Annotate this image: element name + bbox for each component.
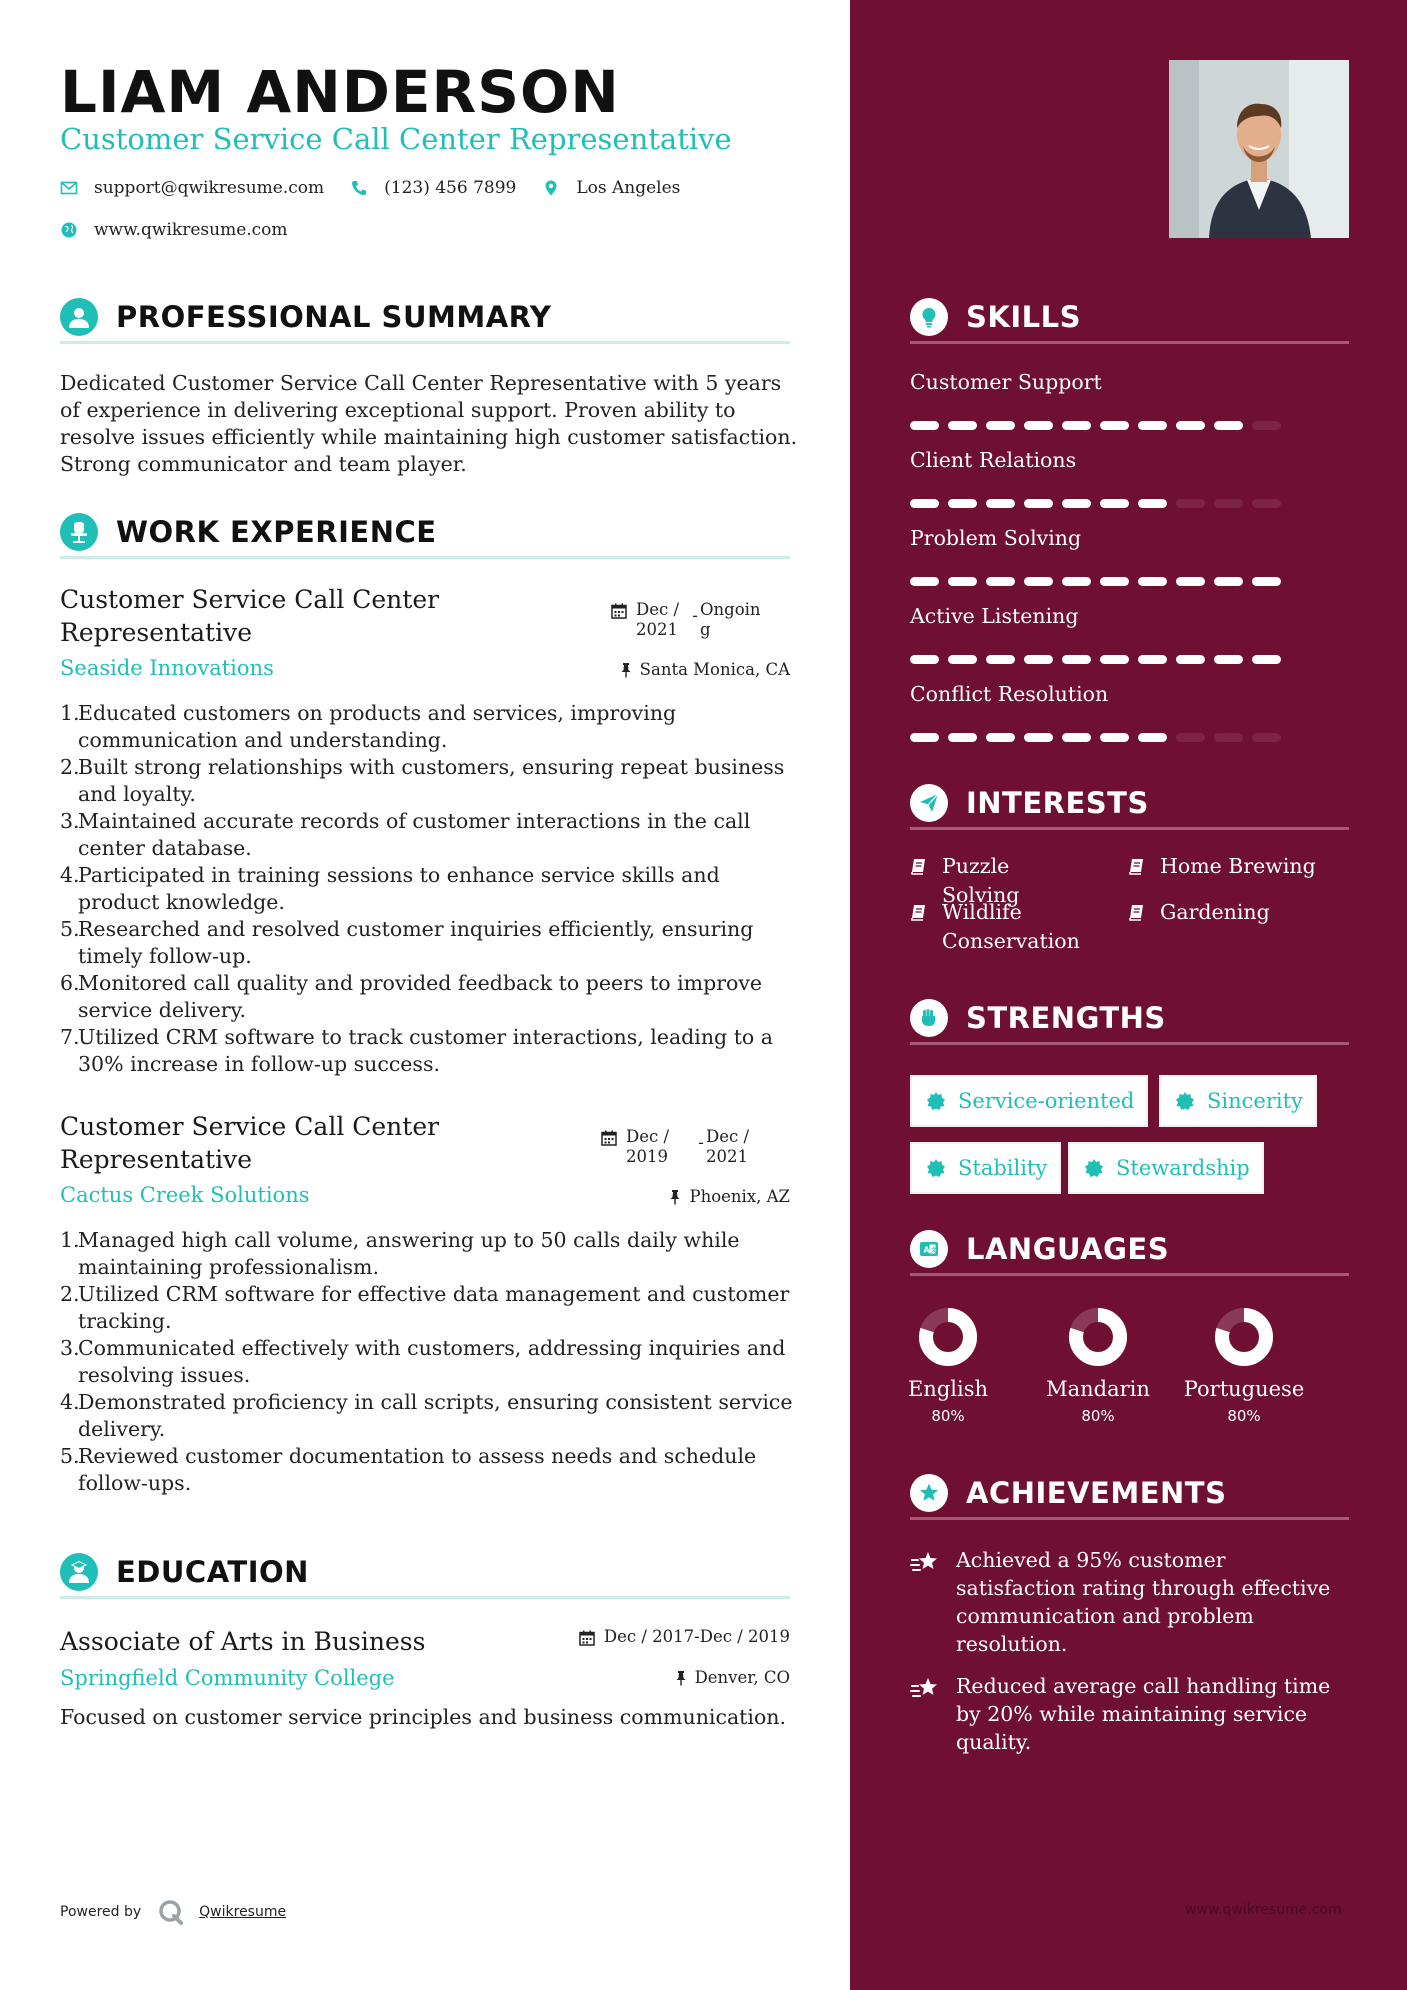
language-name: Portuguese [1183,1377,1305,1401]
skill-level-dash [1252,655,1281,664]
degree-title: Associate of Arts in Business [60,1627,426,1656]
summary-heading [60,298,790,344]
star-icon [910,1474,948,1512]
skill-level-dash [910,733,939,742]
skill-level-dash [1024,499,1053,508]
email-icon [60,179,78,197]
badge-icon [926,1091,946,1111]
skill-level-dash [1100,499,1129,508]
skill-level-dash [1252,577,1281,586]
graduate-icon [60,1553,98,1591]
skill-level-dash [1138,421,1167,430]
job-start-date: Dec / 2021 [636,600,680,639]
skill-level-dash [910,655,939,664]
skill-level-dash [1214,733,1243,742]
skill-level-dash [1138,577,1167,586]
badge-icon [926,1158,946,1178]
powered-by [60,1898,286,1926]
achievement-item: Achieved a 95% customer satisfaction rating through effective communication and problem resolution. [910,1546,1350,1658]
candidate-name: LIAM ANDERSON [60,58,620,126]
achievements-title: ACHIEVEMENTS [966,1475,1227,1510]
pin-icon [675,1670,687,1686]
skill-level-dash [1100,655,1129,664]
skill-level-dash [948,421,977,430]
list-item: 3. Maintained accurate records of customer interactions in the call center database. [60,809,751,860]
language-percent: 80% [931,1407,965,1425]
skill-level-dash [948,577,977,586]
badge-icon [1175,1091,1195,1111]
user-icon [60,298,98,336]
language-donut-hole [937,1326,959,1348]
strength-tag: Stewardship [1068,1142,1264,1194]
interest-item: Wildlife Conservation [910,898,1100,956]
skill-level-dash [1024,655,1053,664]
skill-level-dash [1024,421,1053,430]
list-item: 1. Managed high call volume, answering up to 50 calls daily while maintaining professionalism. [60,1228,740,1279]
footer-site: www.qwikresume.com [1185,1902,1342,1918]
list-item: 7. Utilized CRM software to track customer interactions, leading to a 30% increase in follow-up success. [60,1025,774,1076]
star-award-icon [910,1550,940,1578]
book-icon [1128,857,1146,875]
skill-level-dash [910,577,939,586]
strengths-heading [910,999,1349,1045]
skill-level-bar [910,655,1290,665]
experience-title: WORK EXPERIENCE [116,514,437,549]
experience-heading [60,513,790,559]
qwikresume-logo-icon [157,1898,185,1926]
skill-level-dash [1214,499,1243,508]
skill-name: Conflict Resolution [910,682,1109,706]
skill-level-dash [1138,499,1167,508]
language-name: English [907,1377,989,1401]
fist-icon [910,999,948,1037]
skill-level-dash [1062,655,1091,664]
skill-level-dash [986,499,1015,508]
list-item: 4. Participated in training sessions to enhance service skills and product knowledge. [60,863,720,914]
skill-level-dash [1062,421,1091,430]
company-name: Cactus Creek Solutions [60,1183,310,1207]
skill-level-dash [1100,733,1129,742]
summary-text: Dedicated Customer Service Call Center Representative with 5 years of experience in delivering exceptional support. Proven ability to resolve issues efficiently while maintaining high customer satisfaction. Strong communicator and team player. [60,371,798,476]
skill-level-dash [1024,733,1053,742]
skill-level-dash [910,421,939,430]
skill-level-dash [948,733,977,742]
achievement-item: Reduced average call handling time by 20% while maintaining service quality. [910,1672,1350,1756]
language-donut [916,1305,980,1369]
skill-level-dash [1252,733,1281,742]
education-date-range: Dec / 2017-Dec / 2019 [603,1627,790,1646]
list-item: 5. Reviewed customer documentation to assess needs and schedule follow-ups. [60,1444,757,1495]
skill-level-dash [1062,499,1091,508]
powered-by-label: Powered by [60,1904,142,1920]
language-item [1028,1305,1168,1425]
contact-row [60,178,706,198]
company-name: Seaside Innovations [60,656,274,680]
skills-heading [910,298,1349,344]
language-name: Mandarin [1046,1377,1150,1401]
skill-name: Client Relations [910,448,1077,472]
skill-level-dash [1176,733,1205,742]
education-description: Focused on customer service principles and business communication. [60,1705,787,1729]
skill-level-dash [1214,655,1243,664]
pin-icon [620,662,632,678]
list-item: 1. Educated customers on products and services, improving communication and understanding. [60,701,677,752]
job-dates: Dec / 2021 - Ongoin g [610,600,770,640]
website-link[interactable]: www.qwikresume.com [94,220,288,240]
job-title: Customer Service Call Center Representative [60,585,440,647]
job-bullets [60,700,800,1078]
phone-icon [350,179,368,197]
strength-tag: Stability [910,1142,1061,1194]
skills-title: SKILLS [966,299,1081,334]
job-bullets [60,1227,800,1497]
language-donut-hole [1087,1326,1109,1348]
skill-level-dash [986,577,1015,586]
list-item: 3. Communicated effectively with customers, addressing inquiries and resolving issues. [60,1336,786,1387]
skill-level-dash [948,499,977,508]
sidebar [850,0,1407,1990]
skill-level-bar [910,733,1290,743]
language-percent: 80% [1081,1407,1115,1425]
job-start-date: Dec / 2019 [626,1127,670,1166]
skill-level-dash [1214,421,1243,430]
education-heading [60,1553,790,1599]
brand-link[interactable]: Qwikresume [199,1904,287,1920]
skill-level-dash [1062,577,1091,586]
skill-level-dash [1062,733,1091,742]
language-donut [1066,1305,1130,1369]
job-location [620,660,790,679]
book-icon [910,903,928,921]
language-item [878,1305,1018,1425]
skill-level-dash [1176,421,1205,430]
languages-heading [910,1230,1349,1276]
skill-level-dash [986,733,1015,742]
interest-item: Gardening [1128,898,1348,927]
skill-level-dash [948,655,977,664]
language-percent: 80% [1227,1407,1261,1425]
website-row [60,220,314,240]
interests-heading [910,784,1349,830]
skill-level-dash [1100,421,1129,430]
education-dates [578,1627,790,1647]
education-location [675,1668,790,1687]
list-item: 4. Demonstrated proficiency in call scripts, ensuring consistent service delivery. [60,1390,793,1441]
job-location-text: Santa Monica, CA [639,660,790,679]
globe-icon [60,221,78,239]
skill-level-bar [910,499,1290,509]
svg-text:文: 文 [930,1246,937,1254]
phone-number[interactable]: (123) 456 7899 [384,178,517,198]
skill-name: Customer Support [910,370,1102,394]
skill-level-dash [1138,733,1167,742]
calendar-icon [578,1629,596,1647]
skill-level-dash [1176,577,1205,586]
skill-name: Problem Solving [910,526,1082,550]
skill-level-dash [986,421,1015,430]
interest-item: Puzzle Solving [910,852,1080,910]
language-donut-hole [1233,1326,1255,1348]
skill-name: Active Listening [910,604,1079,628]
job-location [669,1187,790,1206]
skill-level-dash [986,655,1015,664]
book-icon [1128,903,1146,921]
job-end-date: Ongoin g [700,600,761,639]
languages-title: LANGUAGES [966,1231,1170,1266]
translate-icon [910,1230,948,1268]
skill-level-bar [910,421,1290,431]
skill-level-dash [1214,577,1243,586]
skill-level-dash [1100,577,1129,586]
calendar-icon [600,1129,618,1147]
profile-photo [1169,60,1349,238]
skill-level-dash [1138,655,1167,664]
chair-icon [60,513,98,551]
svg-text:A: A [923,1245,930,1254]
interests-title: INTERESTS [966,785,1149,820]
candidate-role: Customer Service Call Center Representative [60,122,732,156]
book-icon [910,857,928,875]
strength-tag: Service-oriented [910,1075,1148,1127]
list-item: 6. Monitored call quality and provided feedback to peers to improve service delivery. [60,971,763,1022]
achievements-heading [910,1474,1349,1520]
skill-level-dash [1252,499,1281,508]
list-item: 5. Researched and resolved customer inquiries efficiently, ensuring timely follow-up. [60,917,754,968]
language-item [1174,1305,1314,1425]
school-name: Springfield Community College [60,1666,395,1690]
strengths-title: STRENGTHS [966,1000,1166,1035]
skill-level-dash [910,499,939,508]
lightbulb-icon [910,298,948,336]
pin-icon [669,1189,681,1205]
interest-item: Home Brewing [1128,852,1348,881]
language-donut [1212,1305,1276,1369]
list-item: 2. Built strong relationships with customers, ensuring repeat business and loyalty. [60,755,785,806]
list-item: 2. Utilized CRM software for effective data management and customer tracking. [60,1282,790,1333]
skill-level-dash [1252,421,1281,430]
job-location-text: Phoenix, AZ [689,1187,790,1206]
job-dates: Dec / 2019 - Dec / 2021 [600,1127,760,1167]
star-award-icon [910,1676,940,1704]
job-title: Customer Service Call Center Representative [60,1112,440,1174]
skill-level-dash [1176,499,1205,508]
education-location-text: Denver, CO [694,1668,790,1687]
strength-tag: Sincerity [1159,1075,1317,1127]
summary-title: PROFESSIONAL SUMMARY [116,299,552,334]
education-title: EDUCATION [116,1554,309,1589]
location-icon [542,179,560,197]
job-end-date: Dec / 2021 [706,1127,750,1166]
calendar-icon [610,602,628,620]
badge-icon [1084,1158,1104,1178]
location-text: Los Angeles [576,178,681,198]
skill-level-dash [1176,655,1205,664]
paper-plane-icon [910,784,948,822]
email-link[interactable]: support@qwikresume.com [94,178,325,198]
skill-level-bar [910,577,1290,587]
skill-level-dash [1024,577,1053,586]
